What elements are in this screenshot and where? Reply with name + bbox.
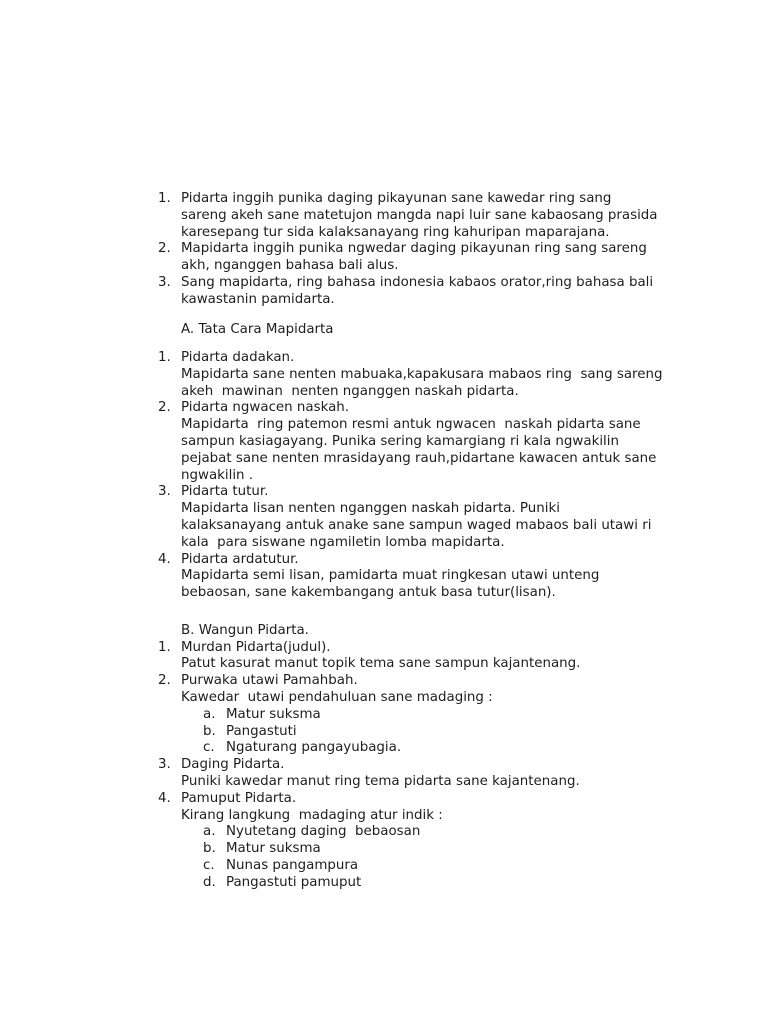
intro-list-item-title: Mapidarta inggih punika ngwedar daging pikayunan ring sang sareng [181,241,647,257]
section-b-list-subitem-text: Ngaturang pangayubagia. [226,740,402,756]
intro-list-item-text: sareng akeh sane matetujon mangda napi luir sane kabaosang prasida [181,207,658,223]
section-a-list-item-text: kala para siswane ngamiletin lomba mapidarta. [181,534,505,550]
section-a-list-item-title: Pidarta dadakan. [181,350,295,365]
section-b-list-item-text: Patut kasurat manut topik tema sane sampun kajantenang. [181,656,581,672]
section-a-list-item-number: 2. [158,400,171,416]
section-a-list-item-text: Mapidarta sane nenten mabuaka,kapakusara mabaos ring sang sareng [181,366,663,382]
section-a-list-item-text: pejabat sane nenten mrasidayang rauh,pidartane kawacen antuk sane [181,450,657,466]
intro-list-item-number: 2. [158,241,171,257]
section-a-list-item-number: 3. [158,484,171,500]
intro-list-item-title: Pidarta inggih punika daging pikayunan sane kawedar ring sang [181,191,612,206]
intro-list-item-text: akh, nganggen bahasa bali alus. [181,258,399,274]
section-b-list-item-number: 3. [158,757,171,773]
section-b-list-subitem-letter: c. [203,740,215,756]
section-b-list-item-text: Kawedar utawi pendahuluan sane madaging : [181,689,493,705]
section-b-list-item-number: 1. [158,639,171,655]
section-a-list-item-text: sampun kasiagayang. Punika sering kamargiang ri kala ngwakilin [181,434,619,449]
section-a-list-item-text: Mapidarta ring patemon resmi antuk ngwacen naskah pidarta sane [181,417,641,433]
section-b-list-subitem-text: Matur suksma [226,706,321,722]
section-b-list-item-title: Daging Pidarta. [181,757,285,773]
intro-list-item-number: 3. [158,275,171,290]
section-a-list-item-title: Pidarta ngwacen naskah. [181,400,350,416]
section-b-list-subitem-text: Nunas pangampura [226,857,359,873]
section-b-list-item-title: Pamuput Pidarta. [181,790,297,806]
section-b-list-subitem-text: Pangastuti [226,723,297,739]
section-b-list-subitem-letter: b. [203,723,216,739]
section-b-list-subitem-text: Pangastuti pamuput [226,874,362,890]
intro-list-item-number: 1. [158,191,171,206]
section-b-list-item-title: Murdan Pidarta(judul). [181,639,331,655]
section-b-list-item-number: 4. [158,790,171,806]
section-b-list-item-text: Kirang langkung madaging atur indik : [181,807,443,823]
intro-list-item-title: Sang mapidarta, ring bahasa indonesia kabaos orator,ring bahasa bali [181,275,654,290]
section-b-list-item-number: 2. [158,673,171,689]
section-a-list-item-text: ngwakilin . [181,467,254,483]
section-a-list-item-number: 4. [158,551,171,567]
section-b-list-subitem-text: Nyutetang daging bebaosan [226,824,421,840]
section-a-list-item-text: kalaksanayang antuk anake sane sampun waged mabaos bali utawi ri [181,518,652,533]
section-b-list-subitem-text: Matur suksma [226,841,321,857]
intro-list-item-text: kawastanin pamidarta. [181,291,335,307]
section-a-list-item-title: Pidarta ardatutur. [181,551,299,567]
section-a-heading: A. Tata Cara Mapidarta [181,322,334,337]
section-a-list-item-text: bebaosan, sane kakembangang antuk basa tutur(lisan). [181,585,556,601]
section-b-list-subitem-letter: b. [203,841,216,857]
section-b-heading: B. Wangun Pidarta. [181,623,309,638]
intro-list-item-text: karesepang tur sida kalaksanayang ring kahuripan maparajana. [181,224,610,240]
section-b-list-subitem-letter: a. [203,824,216,840]
section-b-list-subitem-letter: d. [203,874,216,890]
section-b-list-subitem-letter: a. [203,706,216,722]
section-a-list-item-text: Mapidarta lisan nenten nganggen naskah pidarta. Puniki [181,501,560,517]
section-a-list-item-title: Pidarta tutur. [181,484,269,500]
section-b-list-item-text: Puniki kawedar manut ring tema pidarta sane kajantenang. [181,773,580,789]
section-a-list-item-text: Mapidarta semi lisan, pamidarta muat ringkesan utawi unteng [181,568,600,584]
section-b-list-item-title: Purwaka utawi Pamahbah. [181,673,358,689]
section-a-list-item-number: 1. [158,350,171,365]
section-b-list-subitem-letter: c. [203,857,215,873]
section-a-list-item-text: akeh mawinan nenten nganggen naskah pidarta. [181,383,519,399]
